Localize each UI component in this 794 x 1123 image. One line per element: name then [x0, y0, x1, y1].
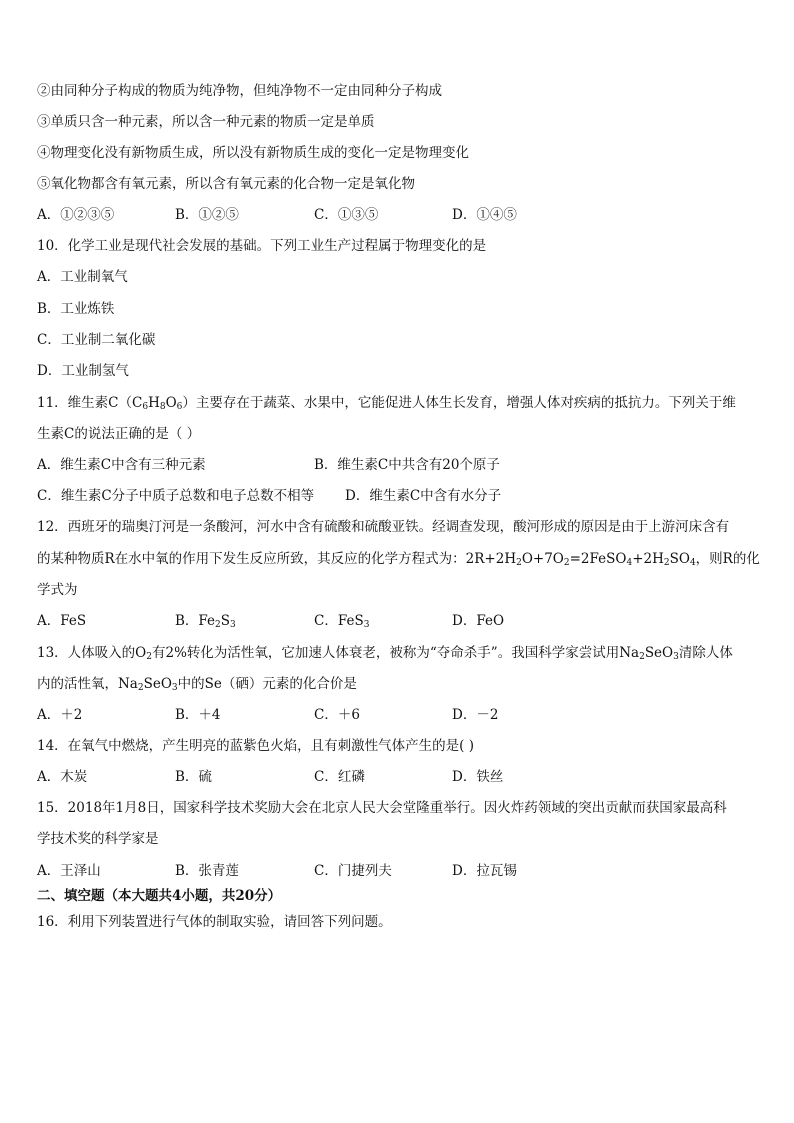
q12-stem-line3: 学式为 — [37, 582, 78, 598]
q10-option-d: D．工业制氢气 — [37, 363, 129, 379]
subscript: 4 — [689, 558, 696, 568]
q11-option-d: D．维生素C中含有水分子 — [345, 488, 502, 504]
q13-option-b: B．＋4 — [175, 707, 221, 723]
q13-stem-part: SeO — [644, 645, 674, 661]
q16-stem: 16．利用下列装置进行气体的制取实验，请回答下列问题。 — [37, 914, 392, 930]
q15-option-b: B．张青莲 — [175, 863, 239, 879]
q11-stem-part: 11．维生素C（C — [37, 395, 143, 411]
subscript: 6 — [142, 402, 149, 412]
q14-stem: 14．在氧气中燃烧，产生明亮的蓝紫色火焰，且有刺激性气体产生的是( ) — [37, 738, 475, 754]
subscript: 6 — [176, 402, 183, 412]
subscript: 2 — [137, 683, 144, 693]
q12-option-b — [175, 612, 236, 630]
q13-option-c: C．＋6 — [314, 707, 360, 723]
subscript: 3 — [673, 652, 679, 662]
q12-stem-line2 — [37, 550, 760, 568]
q13-option-d: D．－2 — [452, 707, 499, 723]
q12-stem-part: +2H — [632, 551, 664, 567]
subscript: 3 — [171, 683, 178, 693]
q11-option-b: B．维生素C中共含有20个原子 — [314, 457, 500, 473]
q13-stem-part: 中的Se（硒）元素的化合价是 — [177, 676, 357, 692]
q12-stem-line1: 12．西班牙的瑞奥汀河是一条酸河，河水中含有硫酸和硫酸亚铁。经调查发现，酸河形成的原因是由于上游河床含有 — [37, 519, 730, 535]
q12-option-part: C．FeS — [314, 613, 364, 629]
subscript: 2 — [215, 620, 221, 630]
q13-stem-line1 — [37, 644, 733, 662]
q13-stem-part: SeO — [143, 676, 172, 692]
q15-option-c: C．门捷列夫 — [314, 863, 392, 879]
subscript: 8 — [159, 402, 166, 412]
statement-4: ④物理变化没有新物质生成，所以没有新物质生成的变化一定是物理变化 — [37, 145, 469, 161]
q15-stem-line1: 15．2018年1月8日，国家科学技术奖励大会在北京人民大会堂隆重举行。因火炸药领域的突出贡献而获国家最高科 — [37, 800, 727, 816]
subscript: 2 — [146, 652, 152, 662]
subscript: 2 — [663, 558, 670, 568]
q13-stem-part: 清除人体 — [678, 645, 733, 661]
statement-2: ②由同种分子构成的物质为纯净物，但纯净物不一定由同种分子构成 — [37, 83, 442, 99]
subscript: 4 — [626, 558, 633, 568]
q15-option-a: A．王泽山 — [37, 863, 101, 879]
statement-5: ⑤氧化物都含有氧元素，所以含有氧元素的化合物一定是氧化物 — [37, 176, 415, 192]
q13-stem-part: 内的活性氧，Na — [37, 676, 138, 692]
q12-stem-part: 的某种物质R在水中氧的作用下发生反应所致，其反应的化学方程式为：2R+2H — [37, 551, 517, 567]
q15-stem-line2: 学技术奖的科学家是 — [37, 831, 159, 847]
q9-option-b: B．①②⑤ — [175, 207, 239, 223]
q11-stem-line2: 生素C的说法正确的是（ ） — [37, 426, 201, 442]
q15-option-d: D．拉瓦锡 — [452, 863, 517, 879]
q10-option-c: C．工业制二氧化碳 — [37, 332, 156, 348]
q13-option-a: A．＋2 — [37, 707, 83, 723]
q13-stem-line2 — [37, 675, 357, 693]
q12-option-a: A．FeS — [37, 613, 87, 629]
subscript: 2 — [639, 652, 645, 662]
q13-stem-part: 有2%转化为活性氧，它加速人体衰老，被称为“夺命杀手”。我国科学家尝试用Na — [151, 645, 640, 661]
q14-option-a: A．木炭 — [37, 769, 88, 785]
q14-option-d: D．铁丝 — [452, 769, 504, 785]
q12-option-c — [314, 612, 369, 630]
q12-option-d: D．FeO — [452, 613, 505, 629]
q14-option-c: C．红磷 — [314, 769, 365, 785]
q10-option-a: A．工业制氧气 — [37, 269, 128, 285]
subscript: 2 — [563, 558, 570, 568]
subscript: 2 — [516, 558, 522, 568]
q12-stem-part: O+7O — [521, 551, 564, 567]
q12-stem-part: =2FeSO — [569, 551, 627, 567]
q11-stem-line1 — [37, 394, 736, 412]
q11-option-a: A．维生素C中含有三种元素 — [37, 457, 206, 473]
q12-stem-part: SO — [669, 551, 690, 567]
subscript: 3 — [363, 620, 370, 630]
q14-option-b: B．硫 — [175, 769, 212, 785]
q10-stem: 10．化学工业是现代社会发展的基础。下列工业生产过程属于物理变化的是 — [37, 238, 487, 254]
q12-stem-part: ，则R的化 — [695, 551, 760, 567]
statement-3: ③单质只含一种元素，所以含一种元素的物质一定是单质 — [37, 114, 375, 130]
q11-stem-part: H — [148, 395, 160, 411]
q11-stem-part: O — [165, 395, 177, 411]
q11-option-c: C．维生素C分子中质子总数和电子总数不相等 — [37, 488, 315, 504]
q9-option-c: C．①③⑤ — [314, 207, 379, 223]
q12-option-part: S — [220, 613, 231, 629]
subscript: 3 — [230, 620, 236, 630]
section-title-fill-in: 二、填空题（本大题共4小题，共20分） — [37, 888, 282, 904]
q12-option-part: B．Fe — [175, 613, 216, 629]
q11-stem-part: ）主要存在于蔬菜、水果中，它能促进人体生长发育，增强人体对疾病的抵抗力。下列关于维 — [182, 395, 736, 411]
q10-option-b: B．工业炼铁 — [37, 301, 115, 317]
q9-option-a: A．①②③⑤ — [37, 207, 115, 223]
q9-option-d: D．①④⑤ — [452, 207, 517, 223]
q13-stem-part: 13．人体吸入的O — [37, 645, 147, 661]
